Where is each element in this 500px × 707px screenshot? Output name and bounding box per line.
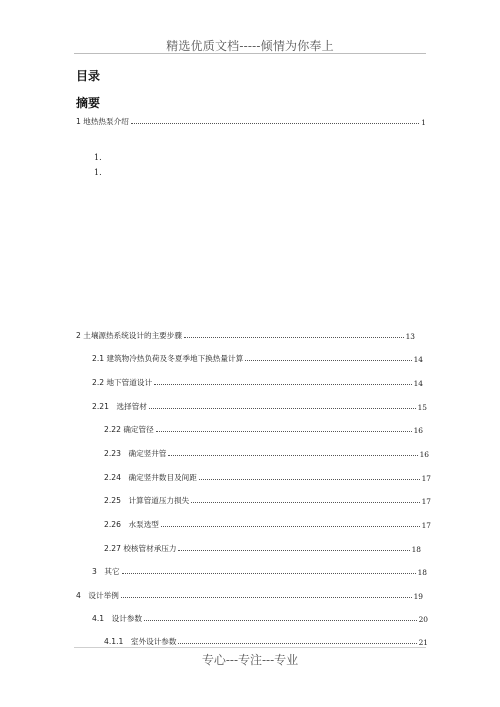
dot-leader — [168, 455, 417, 456]
toc-entry-page: 15 — [417, 402, 427, 412]
toc-entry-2-24[interactable] — [104, 470, 431, 482]
toc-entry-2-2[interactable] — [92, 375, 423, 387]
dot-leader — [245, 360, 411, 361]
toc-entry-page: 17 — [421, 473, 431, 483]
dot-leader — [191, 502, 419, 503]
toc-entry-2-21[interactable] — [92, 399, 427, 411]
dot-leader — [161, 526, 420, 527]
page-footer: 专心---专注---专业 — [201, 653, 299, 667]
toc-entry-page: 20 — [418, 614, 428, 624]
dot-leader — [178, 550, 409, 551]
toc-entry-label: 4 设计举例 — [76, 591, 119, 601]
abstract-heading: 摘要 — [76, 96, 101, 110]
toc-entry-page: 16 — [419, 449, 429, 459]
dot-leader — [121, 597, 412, 598]
toc-entry-label: 3 其它 — [92, 567, 120, 577]
toc-entry-label: 2.25 计算管道压力损失 — [104, 496, 190, 506]
dot-leader — [144, 620, 417, 621]
toc-entry-4[interactable] — [76, 588, 423, 600]
toc-entry-label: 2.27 校核管材承压力 — [104, 544, 177, 554]
toc-entry-page: 1 — [421, 117, 426, 127]
toc-entry-label: 4.1 设计参数 — [92, 614, 143, 624]
toc-entry-page: 14 — [413, 378, 423, 388]
toc-entry-2-27[interactable] — [104, 541, 421, 553]
dot-leader — [131, 123, 419, 124]
toc-entry-page: 14 — [413, 354, 423, 364]
toc-entry-label: 2 土壤源热系统设计的主要步骤 — [76, 331, 182, 341]
toc-entry-page: 21 — [418, 637, 428, 647]
toc-entry-label: 2.21 选择管材 — [92, 402, 147, 412]
toc-entry-label: 2.26 水泵选型 — [104, 520, 159, 530]
toc-entry-label: 2.22 确定管径 — [104, 425, 154, 435]
toc-entry-2-1[interactable] — [92, 351, 423, 363]
toc-entry-page: 17 — [421, 496, 431, 506]
toc-entry-label: 2.1 建筑物冷热负荷及冬夏季地下换热量计算 — [92, 354, 244, 364]
toc-entry-1[interactable] — [76, 114, 426, 126]
list-marker: 1. — [94, 153, 102, 162]
page-header: 精选优质文档-----倾情为你奉上 — [166, 39, 334, 53]
dot-leader — [178, 643, 416, 644]
dot-leader — [149, 408, 416, 409]
toc-title: 目录 — [76, 69, 101, 83]
toc-entry-page: 18 — [411, 544, 421, 554]
toc-entry-page: 18 — [417, 567, 427, 577]
toc-entry-label: 1 地热热泵介绍 — [76, 117, 129, 127]
dot-leader — [184, 337, 404, 338]
dot-leader — [122, 573, 416, 574]
list-marker: 1. — [94, 168, 102, 177]
toc-entry-2-25[interactable] — [104, 493, 431, 505]
toc-entry-label: 2.23 确定竖井管 — [104, 449, 167, 459]
toc-entry-label: 2.24 确定竖井数目及间距 — [104, 473, 197, 483]
toc-entry-4-1[interactable] — [92, 611, 428, 623]
toc-entry-label: 4.1.1 室外设计参数 — [104, 637, 177, 647]
toc-entry-2-23[interactable] — [104, 446, 429, 458]
dot-leader — [199, 479, 420, 480]
toc-entry-page: 13 — [405, 331, 415, 341]
footer-divider — [74, 647, 426, 648]
dot-leader — [154, 384, 412, 385]
dot-leader — [156, 431, 412, 432]
header-divider — [74, 53, 426, 54]
toc-entry-page: 16 — [413, 425, 423, 435]
toc-entry-2-26[interactable] — [104, 517, 431, 529]
toc-entry-label: 2.2 地下管道设计 — [92, 378, 153, 388]
toc-entry-2-22[interactable] — [104, 422, 423, 434]
toc-entry-4-1-1[interactable] — [104, 634, 428, 646]
toc-entry-3[interactable] — [92, 564, 427, 576]
toc-entry-page: 19 — [413, 591, 423, 601]
toc-entry-2[interactable] — [76, 328, 415, 340]
toc-entry-page: 17 — [421, 520, 431, 530]
